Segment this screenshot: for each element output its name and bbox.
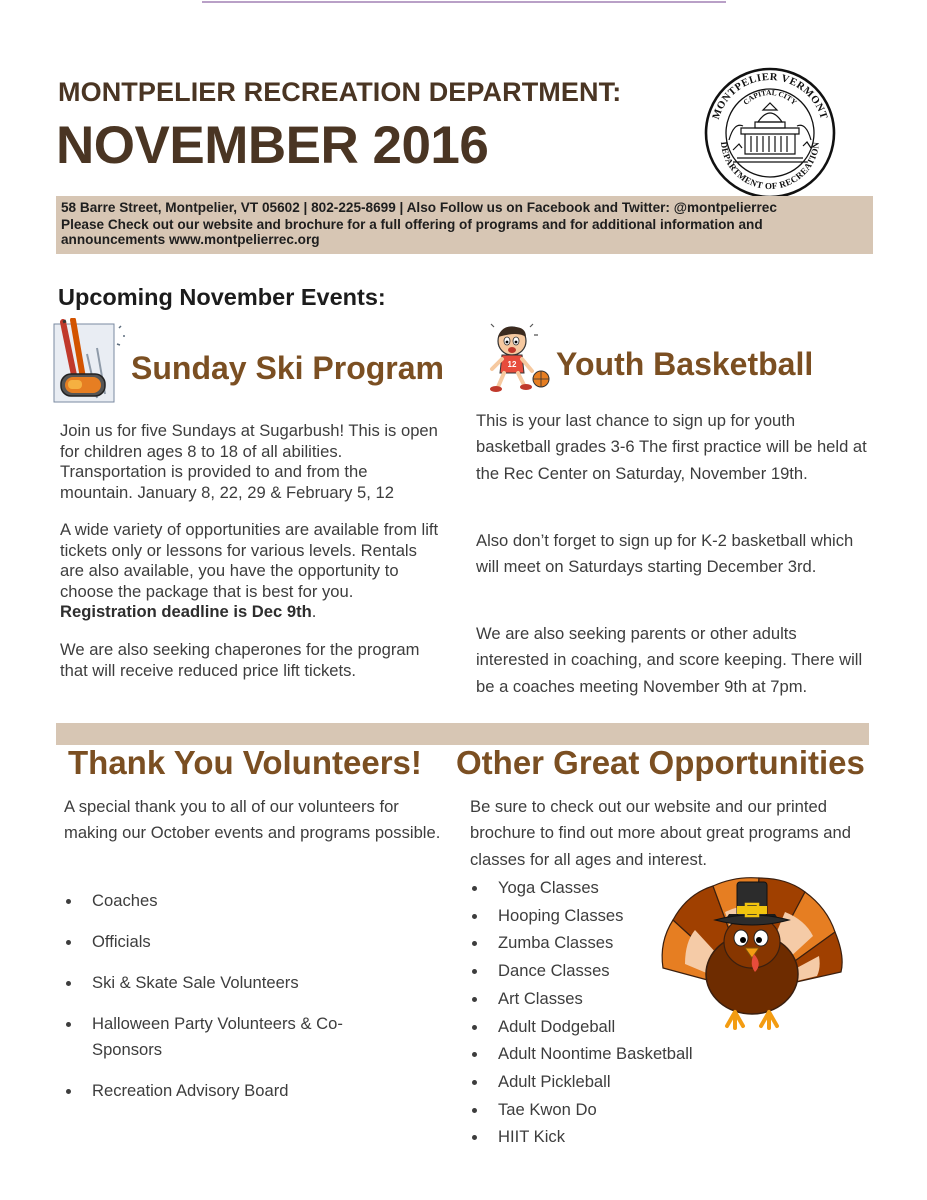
list-item: Halloween Party Volunteers & Co-Sponsors	[64, 1011, 394, 1063]
volunteers-intro: A special thank you to all of our volunteers for making our October events and programs possible.	[64, 797, 441, 843]
list-item: Hooping Classes	[470, 902, 730, 930]
contact-line: 58 Barre Street, Montpelier, VT 05602 | 802-225-8699 | Also Follow us on Facebook and Twitter: @montpelierrec	[61, 200, 777, 215]
youth-basketball-title: Youth Basketball	[556, 346, 814, 382]
ski-paragraph-2-text: A wide variety of opportunities are available from lift tickets only or lessons for various levels. Rentals are also available, you have the opportunity to choose the package that is best for you.	[60, 520, 439, 601]
ski-program-title: Sunday Ski Program	[131, 350, 444, 386]
list-item: Recreation Advisory Board	[64, 1078, 394, 1104]
list-item: Yoga Classes	[470, 874, 730, 902]
list-item: Adult Pickleball	[470, 1068, 730, 1096]
ski-paragraph-2-end: .	[311, 602, 317, 621]
registration-deadline: Registration deadline is Dec 9th	[60, 602, 312, 621]
opportunities-intro: Be sure to check out our website and our printed brochure to find out more about great programs and classes for all ages and interest.	[470, 797, 851, 869]
basketball-paragraph-3: We are also seeking parents or other adults interested in coaching, and score keeping. There will be a coaches meeting November 9th at 7pm.	[476, 624, 863, 696]
seal-inner-text: CAPITAL CITY	[741, 87, 799, 107]
basketball-player-icon	[484, 321, 554, 397]
list-item: Ski & Skate Sale Volunteers	[64, 970, 394, 996]
department-name: MONTPELIER RECREATION DEPARTMENT:	[58, 77, 622, 107]
ski-paragraph-3: We are also seeking chaperones for the program that will receive reduced price lift tickets.	[60, 640, 420, 680]
top-rule	[202, 1, 726, 3]
volunteer-list	[64, 888, 394, 1119]
thank-you-volunteers-title: Thank You Volunteers!	[68, 744, 422, 781]
seal-bottom-text: DEPARTMENT OF RECREATION	[718, 141, 822, 192]
jersey-number: 12	[507, 360, 517, 369]
other-opportunities-title: Other Great Opportunities	[456, 744, 865, 781]
basketball-paragraph-2: Also don’t forget to sign up for K-2 basketball which will meet on Saturdays starting December 3rd.	[476, 531, 854, 577]
list-item: Tae Kwon Do	[470, 1096, 730, 1124]
ski-paragraph-2	[60, 520, 440, 623]
contact-info-banner	[56, 196, 873, 254]
list-item: Officials	[64, 929, 394, 955]
list-item: Zumba Classes	[470, 929, 730, 957]
list-item: Coaches	[64, 888, 394, 914]
ski-paragraph-1: Join us for five Sundays at Sugarbush! This is open for children ages 8 to 18 of all abilities. Transportation is provided to and from the mountain. January 8, 22, 29 & February 5, 12	[60, 421, 438, 502]
seal-top-text: MONTPELIER VERMONT	[710, 71, 830, 121]
ski-goggles-icon	[53, 318, 127, 404]
list-item: Art Classes	[470, 985, 730, 1013]
list-item: HIIT Kick	[470, 1123, 730, 1151]
list-item: Adult Noontime Basketball	[470, 1040, 730, 1068]
upcoming-events-heading: Upcoming November Events:	[58, 284, 386, 310]
turkey-icon	[655, 872, 850, 1030]
recreation-department-seal	[703, 66, 837, 200]
basketball-paragraph-1: This is your last chance to sign up for youth basketball grades 3-6 The first practice will be held at the Rec Center on Saturday, November 19th.	[476, 411, 867, 483]
newsletter-month-title: NOVEMBER 2016	[56, 116, 489, 175]
brochure-line: Please Check out our website and brochure for a full offering of programs and for additional information and	[61, 217, 763, 232]
website-line: announcements www.montpelierrec.org	[61, 232, 320, 247]
list-item: Dance Classes	[470, 957, 730, 985]
list-item: Adult Dodgeball	[470, 1013, 730, 1041]
section-divider	[56, 723, 869, 745]
